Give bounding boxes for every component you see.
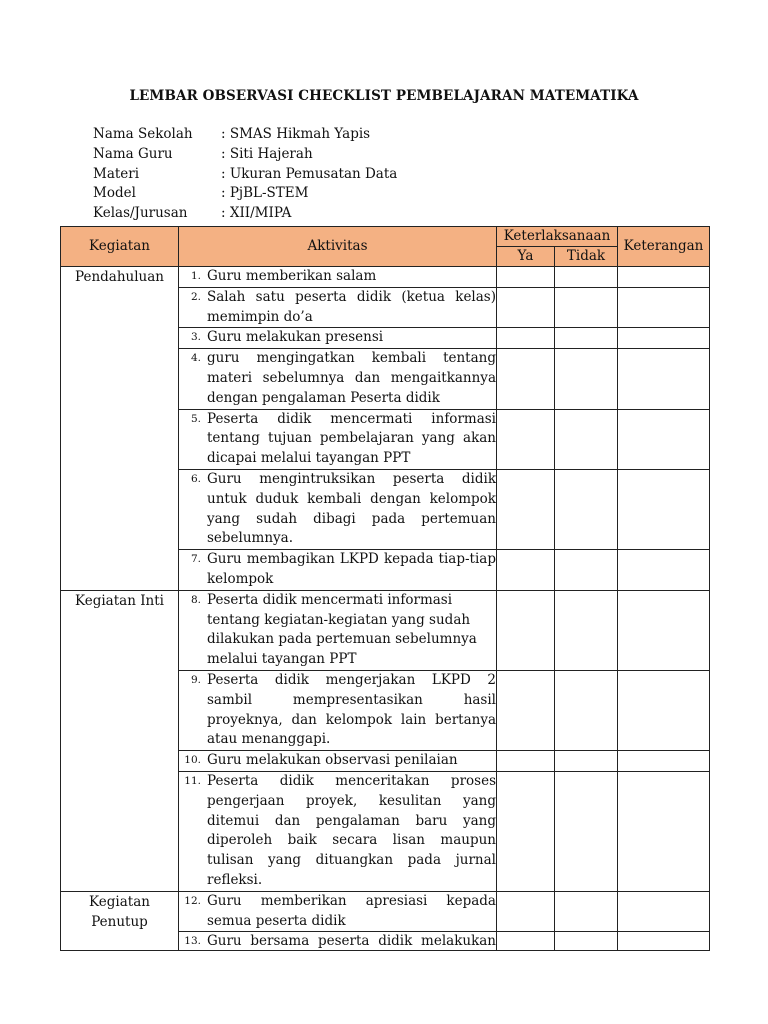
check-ya[interactable] (497, 349, 555, 409)
check-ya[interactable] (497, 751, 555, 772)
activity-cell (179, 469, 497, 549)
header-keterlaksanaan: Keterlaksanaan (497, 227, 618, 247)
activity-cell (179, 409, 497, 469)
activity-cell (179, 267, 497, 288)
info-value: : Siti Hajerah (221, 145, 313, 162)
check-ya[interactable] (497, 932, 555, 951)
info-row-class (93, 204, 397, 224)
keterangan-cell[interactable] (618, 590, 710, 670)
keterangan-cell[interactable] (618, 328, 710, 349)
check-ya[interactable] (497, 328, 555, 349)
activity-text: Guru bersama peserta didik melakukan (207, 933, 496, 950)
activity-number: 1. (190, 270, 201, 282)
check-ya[interactable] (497, 550, 555, 591)
activity-number: 7. (190, 553, 201, 566)
check-tidak[interactable] (555, 670, 618, 750)
info-row-teacher (93, 145, 397, 165)
check-tidak[interactable] (555, 287, 618, 328)
identity-block (93, 125, 397, 224)
table-row (61, 891, 710, 932)
info-value: : PjBL-STEM (221, 185, 309, 202)
info-value: : Ukuran Pemusatan Data (221, 165, 398, 182)
activity-number: 13. (184, 935, 201, 948)
activity-number: 9. (190, 673, 201, 686)
activity-text: Peserta didik mengerjakan LKPD 2 sambil mempresentasikan hasil proyeknya, dan kelompok lain bertanya atau menanggapi. (207, 671, 496, 748)
activity-number: 6. (190, 472, 201, 485)
check-tidak[interactable] (555, 267, 618, 288)
info-label: Materi (93, 165, 140, 182)
activity-number: 12. (184, 894, 201, 907)
header-ya: Ya (497, 247, 555, 267)
check-ya[interactable] (497, 287, 555, 328)
info-value: : SMAS Hikmah Yapis (221, 126, 371, 142)
activity-cell (179, 891, 497, 932)
activity-text: Salah satu peserta didik (ketua kelas) memimpin do’a (207, 288, 496, 325)
check-tidak[interactable] (555, 771, 618, 891)
keterangan-cell[interactable] (618, 771, 710, 891)
info-row-material (93, 165, 397, 185)
keterangan-cell[interactable] (618, 670, 710, 750)
activity-text: Peserta didik mencermati informasi tentang kegiatan-kegiatan yang sudah dilakukan pada pertemuan sebelumnya melalui tayangan PPT (207, 591, 477, 668)
keterangan-cell[interactable] (618, 469, 710, 549)
activity-cell (179, 550, 497, 591)
check-tidak[interactable] (555, 932, 618, 951)
keterangan-cell[interactable] (618, 751, 710, 772)
check-tidak[interactable] (555, 751, 618, 772)
activity-cell (179, 771, 497, 891)
activity-cell (179, 287, 497, 328)
header-aktivitas: Aktivitas (179, 227, 497, 267)
check-tidak[interactable] (555, 550, 618, 591)
check-tidak[interactable] (555, 349, 618, 409)
keterangan-cell[interactable] (618, 891, 710, 932)
activity-cell (179, 590, 497, 670)
info-row-school (93, 125, 397, 145)
info-label: Model (93, 185, 136, 202)
info-value: : XII/MIPA (221, 205, 292, 222)
check-tidak[interactable] (555, 590, 618, 670)
activity-number: 11. (184, 774, 201, 787)
group-kegiatan-inti: Kegiatan Inti (61, 590, 179, 891)
activity-cell (179, 328, 497, 349)
activity-text: Guru melakukan observasi penilaian (207, 752, 458, 769)
activity-text: Guru mengintruksikan peserta didik untuk duduk kembali dengan kelompok yang sudah dibagi pada pertemuan sebelumnya. (207, 470, 496, 547)
header-row (61, 227, 710, 247)
keterangan-cell[interactable] (618, 550, 710, 591)
check-tidak[interactable] (555, 409, 618, 469)
keterangan-cell[interactable] (618, 409, 710, 469)
header-kegiatan: Kegiatan (61, 227, 179, 267)
activity-text: Guru melakukan presensi (207, 329, 384, 346)
group-kegiatan-penutup: Kegiatan Penutup (61, 891, 179, 951)
activity-cell (179, 751, 497, 772)
info-label: Nama Guru (93, 145, 173, 162)
activity-cell (179, 932, 497, 951)
keterangan-cell[interactable] (618, 287, 710, 328)
check-ya[interactable] (497, 590, 555, 670)
header-tidak: Tidak (555, 247, 618, 267)
activity-text: Peserta didik mencermati informasi tentang tujuan pembelajaran yang akan dicapai melalui tayangan PPT (207, 410, 496, 467)
activity-text: Guru memberikan apresiasi kepada semua peserta didik (207, 892, 496, 929)
observation-table (60, 226, 710, 951)
check-ya[interactable] (497, 267, 555, 288)
check-tidak[interactable] (555, 328, 618, 349)
check-ya[interactable] (497, 409, 555, 469)
table-row (61, 590, 710, 670)
check-ya[interactable] (497, 891, 555, 932)
document-title: LEMBAR OBSERVASI CHECKLIST PEMBELAJARAN MATEMATIKA (129, 88, 639, 104)
activity-cell (179, 349, 497, 409)
check-ya[interactable] (497, 469, 555, 549)
check-tidak[interactable] (555, 891, 618, 932)
check-ya[interactable] (497, 670, 555, 750)
activity-number: 5. (190, 412, 201, 425)
activity-number: 4. (190, 352, 201, 365)
info-row-model (93, 184, 397, 204)
group-pendahuluan: Pendahuluan (61, 267, 179, 591)
activity-cell (179, 670, 497, 750)
keterangan-cell[interactable] (618, 932, 710, 951)
activity-text: guru mengingatkan kembali tentang materi sebelumnya dan mengaitkannya dengan pengalaman Peserta didik (207, 350, 496, 406)
activity-number: 10. (184, 754, 201, 767)
activity-number: 2. (190, 290, 201, 303)
info-label: Nama Sekolah (93, 126, 193, 142)
check-ya[interactable] (497, 771, 555, 891)
activity-text: Peserta didik menceritakan proses pengerjaan proyek, kesulitan yang ditemui dan pengalaman baru yang diperoleh baik secara lisan maupun tulisan yang dituangkan pada jurnal refleksi. (207, 772, 496, 888)
activity-text: Guru membagikan LKPD kepada tiap-tiap kelompok (207, 551, 496, 587)
keterangan-cell[interactable] (618, 267, 710, 288)
activity-number: 8. (190, 593, 201, 606)
header-keterangan: Keterangan (618, 227, 710, 267)
activity-number: 3. (190, 331, 201, 344)
activity-text: Guru memberikan salam (207, 268, 377, 284)
table-row (61, 267, 710, 288)
keterangan-cell[interactable] (618, 349, 710, 409)
info-label: Kelas/Jurusan (93, 205, 188, 222)
check-tidak[interactable] (555, 469, 618, 549)
